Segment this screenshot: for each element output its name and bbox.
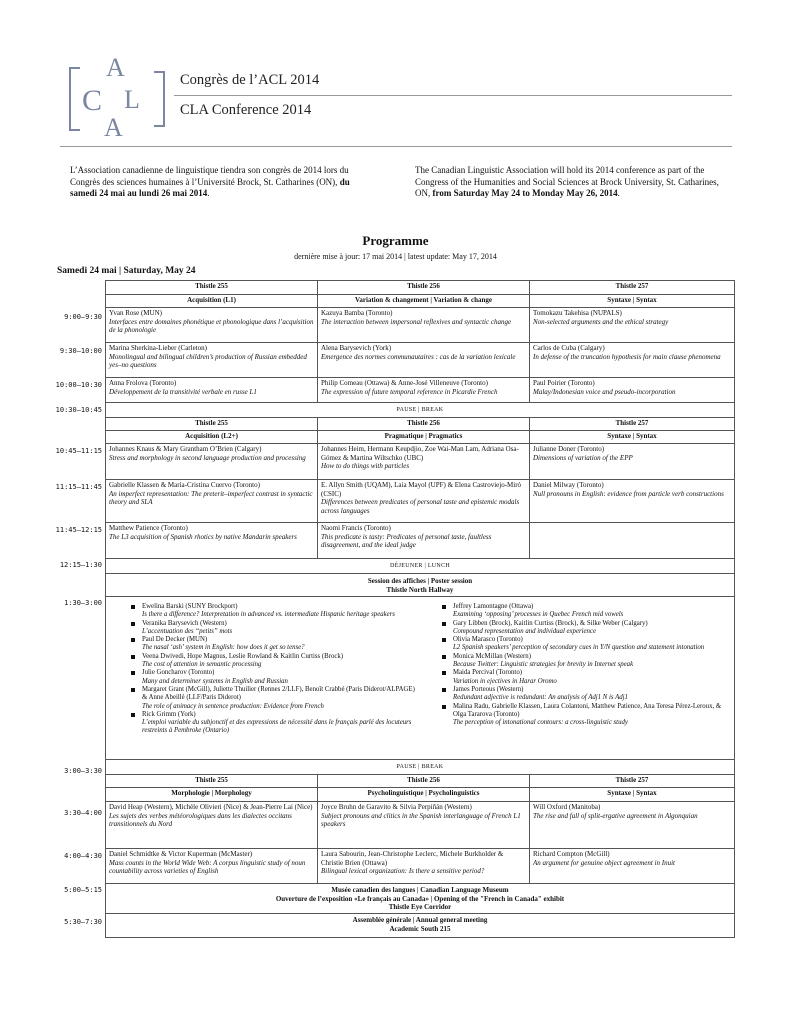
agm-cell	[106, 914, 734, 938]
talk-row	[106, 522, 734, 559]
talk-title: Mass counts in the World Wide Web: A corpus linguistic study of noun countability across varieties of English	[109, 858, 306, 876]
logo-letter-a-top: A	[106, 53, 125, 82]
talk-title: Malay/Indonesian voice and pseudo-incorporation	[533, 387, 676, 396]
talk-title: Bilingual lexical organization: Is there a sensitive period?	[321, 867, 485, 876]
museum-row	[106, 883, 734, 914]
talk-title: Développement de la transitivité verbale en russe L1	[109, 387, 257, 396]
talk-authors: Matthew Patience (Toronto)	[109, 524, 188, 532]
programme-update: dernière mise à jour: 17 mai 2014 | latest update: May 17, 2014	[294, 252, 497, 261]
talk-title: An imperfect representation: The preterit–imperfect contrast in syntactic theory and SLA	[109, 489, 313, 507]
session-header: Acquisition (L2+)	[106, 431, 318, 444]
poster-item: Rick Grimm (York) L’emploi variable du subjonctif et des expressions de nécessité dans le français parlé des locuteurs restreints à Pembroke (Ontario)	[131, 711, 421, 736]
talk-authors: Julianne Doner (Toronto)	[533, 445, 605, 453]
time-label: 11:15–11:45	[55, 483, 102, 491]
talk-authors: Richard Compton (McGill)	[533, 850, 610, 858]
session-header: Psycholinguistique | Psycholinguistics	[318, 788, 530, 802]
talk-cell	[318, 308, 530, 343]
museum-title: Musée canadien des langues | Canadian Language Museum	[331, 886, 509, 894]
intro-french: L’Association canadienne de linguistique tiendra son congrès de 2014 lors du Congrès des sciences humaines à l’Université Brock, St. Catharines (ON), du samedi 24 mai au lundi 26 mai 2014.	[70, 165, 350, 198]
poster-list-right	[442, 603, 732, 727]
poster-item: Margaret Grant (McGill), Juliette Thuilier (Rennes 2/LLF), Benoît Crabbé (Paris Diderot/ALPAGE) & Anne Abeillé (LLF/Paris Diderot) The role of animacy in sentence production: Evidence from French	[131, 686, 421, 711]
time-label: 12:15–1:30	[59, 561, 102, 569]
time-label: 10:45–11:15	[55, 447, 102, 455]
talk-authors: Joyce Bruhn de Garavito & Silvia Perpiñán (Western)	[321, 803, 472, 811]
poster-item: Jeffrey Lamontagne (Ottawa) Examining ‘opposing’ processes in Quebec French mid vowels	[442, 603, 732, 620]
break-label: PAUSE | BREAK	[396, 764, 444, 770]
header-title-en: CLA Conference 2014	[180, 102, 312, 118]
time-label: 1:30–3:00	[64, 599, 102, 607]
talk-title: The L3 acquisition of Spanish rhotics by native Mandarin speakers	[109, 532, 297, 541]
talk-cell	[318, 849, 530, 884]
talk-authors: David Heap (Western), Michèle Olivieri (Nice) & Jean-Pierre Lai (Nice)	[109, 803, 313, 811]
talk-title: Monolingual and bilingual children’s production of Russian embedded yes–no questions	[109, 352, 307, 370]
poster-item: Veranika Barysevich (Western) L’accentuation des “petits” mots	[131, 620, 421, 637]
lunch-label: DÉJEUNER | LUNCH	[390, 563, 450, 569]
talk-cell	[318, 343, 530, 378]
talk-authors: Will Oxford (Manitoba)	[533, 803, 601, 811]
intro-english-dates: from Saturday May 24 to Monday May 26, 2014	[432, 188, 618, 198]
museum-location: Thistle Eye Corridor	[388, 903, 452, 912]
header-bottom-divider	[60, 146, 732, 147]
session-header: Pragmatique | Pragmatics	[318, 431, 530, 444]
time-label: 3:30–4:00	[64, 809, 102, 817]
talk-cell	[318, 802, 530, 849]
talk-row	[106, 342, 734, 378]
poster-item: Gary Libben (Brock), Kaitlin Curtiss (Brock), & Silke Weber (Calgary) Compound representation and individual experience	[442, 620, 732, 637]
lunch-row	[106, 558, 734, 574]
break-row	[106, 402, 734, 418]
time-label: 4:00–4:30	[64, 852, 102, 860]
talk-authors: Marina Sherkina-Lieber (Carleton)	[109, 344, 207, 352]
talk-row	[106, 801, 734, 849]
poster-item: James Porteous (Western) Redundant adjective is redundant: An analysis of Adj1 N is Adj1	[442, 686, 732, 703]
talk-cell	[318, 523, 530, 559]
talk-cell	[530, 378, 734, 403]
poster-location: Thistle North Hallway	[386, 585, 454, 594]
talk-cell	[106, 444, 318, 480]
agm-row	[106, 913, 734, 938]
poster-heading: Session des affiches | Poster session	[367, 577, 473, 585]
room-header-row	[106, 774, 734, 788]
poster-item: Paul De Decker (MUN) The nasal ‘ash’ system in English: how does it get so tense?	[131, 636, 421, 653]
poster-item: Julie Goncharov (Toronto) Many and determiner systems in English and Russian	[131, 669, 421, 686]
time-label: 10:00–10:30	[55, 381, 102, 389]
session-header: Syntaxe | Syntax	[607, 432, 657, 440]
talk-authors: Carlos de Cuba (Calgary)	[533, 344, 605, 352]
header-divider	[174, 95, 732, 96]
agm-location: Academic South 215	[389, 924, 451, 933]
museum-exhibit: Ouverture de l’exposition «Le français au Canada» | Opening of the "French in Canada" exhibit	[275, 894, 565, 903]
time-label: 5:30–7:30	[64, 918, 102, 926]
talk-row	[106, 377, 734, 403]
poster-row	[106, 573, 734, 760]
agm-title: Assemblée générale | Annual general meeting	[352, 916, 488, 924]
talk-authors: Yvan Rose (MUN)	[109, 309, 162, 317]
poster-item: Maida Percival (Toronto) Variation in ejectives in Harar Oromo	[442, 669, 732, 686]
talk-cell	[106, 802, 318, 849]
talk-title: Null pronouns in English: evidence from particle verb constructions	[533, 489, 724, 498]
talk-title: Emergence des normes communautaires : cas de la variation lexicale	[321, 352, 516, 361]
intro-english: The Canadian Linguistic Association will hold its 2014 conference as part of the Congress of the Humanities and Social Sciences at Brock University, St. Catharines, ON, from Saturday May 24 to Monday May 26, 2014.	[415, 165, 719, 198]
talk-authors: Daniel Milway (Toronto)	[533, 481, 604, 489]
poster-list-left	[131, 603, 421, 736]
talk-authors: Johannes Knaus & Mary Grantham O’Brien (Calgary)	[109, 445, 262, 453]
time-label: 10:30–10:45	[55, 406, 102, 414]
talk-cell	[106, 308, 318, 343]
talk-authors: Kazuya Bamba (Toronto)	[321, 309, 393, 317]
talk-title: In defense of the truncation hypothesis for main clause phenomena	[533, 352, 721, 361]
talk-cell	[106, 378, 318, 403]
day-heading: Samedi 24 mai | Saturday, May 24	[57, 266, 196, 276]
poster-item: Veena Dwivedi, Hope Magnus, Leslie Rowland & Kaitlin Curtiss (Brock) The cost of attention in semantic processing	[131, 653, 421, 670]
session-header-row	[106, 787, 734, 802]
room-header: Thistle 257	[615, 282, 649, 290]
museum-cell	[106, 884, 734, 914]
talk-cell	[106, 343, 318, 378]
talk-title: Non-selected arguments and the ethical strategy	[533, 317, 669, 326]
room-header: Thistle 255	[106, 281, 318, 294]
talk-title: Dimensions of variation of the EPP	[533, 453, 633, 462]
poster-item: Malina Radu, Gabrielle Klassen, Laura Colantoni, Matthew Patience, Ana Teresa Pérez-Leroux, & Olga Tararova (Toronto) The perception of intonational contours: a cross-linguistic study	[442, 703, 732, 728]
talk-authors: Tomokazu Takehisa (NUPALS)	[533, 309, 622, 317]
talk-cell-empty	[530, 523, 734, 559]
talk-title: The expression of future temporal reference in Picardie French	[321, 387, 498, 396]
room-header: Thistle 257	[615, 776, 649, 784]
session-header: Syntaxe | Syntax	[607, 789, 657, 797]
talk-cell	[106, 523, 318, 559]
talk-cell	[318, 378, 530, 403]
break-row	[106, 759, 734, 775]
talk-authors: Naomi Francis (Toronto)	[321, 524, 391, 532]
session-header: Acquisition (L1)	[106, 295, 318, 308]
talk-cell	[318, 480, 530, 523]
poster-divider	[106, 596, 734, 597]
time-label: 5:00–5:15	[64, 886, 102, 894]
talk-authors: Laura Sabourin, Jean-Christophe Leclerc, Michele Burkholder & Christie Brien (Ottawa)	[321, 850, 504, 867]
talk-cell	[530, 444, 734, 480]
room-header: Thistle 256	[318, 281, 530, 294]
poster-header	[106, 574, 734, 596]
session-header: Variation & changement | Variation & change	[318, 295, 530, 308]
talk-authors: Gabrielle Klassen & María-Cristina Cuervo (Toronto)	[109, 481, 260, 489]
programme-title: Programme	[362, 233, 429, 248]
talk-authors: Alena Barysevich (York)	[321, 344, 392, 352]
session-header-row	[106, 294, 734, 308]
room-header: Thistle 256	[318, 775, 530, 788]
talk-cell	[530, 480, 734, 523]
talk-authors: Johannes Heim, Hermann Keupdjio, Zoe Wai-Man Lam, Adriana Osa-Gómez & Martina Wiltschko (UBC)	[321, 445, 519, 462]
talk-title: How to do things with particles	[321, 462, 410, 471]
room-header: Thistle 255	[106, 418, 318, 431]
talk-title: The interaction between impersonal reflexives and syntactic change	[321, 317, 512, 326]
intro-english-text: The Canadian Linguistic Association will hold its 2014 conference as part of the Congress of the Humanities and Social Sciences at Brock University, St. Catharines, ON,	[415, 165, 719, 198]
talk-authors: Philip Comeau (Ottawa) & Anne-José Villeneuve (Toronto)	[321, 379, 488, 387]
talk-title: Les sujets des verbes météorologiques dans les dialectes occitans transitionnels du Nord	[109, 811, 292, 829]
talk-cell	[530, 849, 734, 884]
talk-title: Differences between predicates of personal taste and epistemic modals across languages	[321, 498, 520, 516]
logo-letter-a-bottom: A	[104, 113, 123, 140]
talk-row	[106, 479, 734, 523]
room-header-row	[106, 281, 734, 294]
poster-item: Olivia Marasco (Toronto) L2 Spanish speakers’ perception of secondary cues in Y/N question and statement intonation	[442, 636, 732, 653]
talk-cell	[530, 343, 734, 378]
talk-row	[106, 307, 734, 343]
room-header: Thistle 257	[615, 419, 649, 427]
break-label: PAUSE | BREAK	[396, 407, 444, 413]
talk-title: Interfaces entre domaines phonétique et phonologique dans l’acquisition de la phonologie	[109, 317, 314, 335]
talk-title: The rise and fall of split-ergative agreement in Algonquian	[533, 811, 698, 820]
talk-title: An argument for genuine object agreement in Inuit	[533, 858, 675, 867]
intro-french-text: L’Association canadienne de linguistique tiendra son congrès de 2014 lors du Congrès des sciences humaines à l’Université Brock, St. Catharines (ON),	[70, 165, 349, 187]
talk-cell	[106, 480, 318, 523]
schedule-table	[105, 280, 735, 938]
time-label: 9:30–10:00	[59, 347, 102, 355]
intro-french-dates: du samedi 24 mai au lundi 26 mai 2014	[70, 176, 350, 198]
talk-authors: Paul Poirier (Toronto)	[533, 379, 595, 387]
poster-item: Monica McMillan (Western) Because Twitter: Linguistic strategies for brevity in Internet speak	[442, 653, 732, 670]
talk-cell	[106, 849, 318, 884]
logo-letter-l: L	[124, 85, 140, 114]
talk-row	[106, 848, 734, 884]
talk-row	[106, 443, 734, 480]
talk-cell	[318, 444, 530, 480]
talk-cell	[530, 802, 734, 849]
talk-title: Stress and morphology in second language production and processing	[109, 453, 306, 462]
talk-title: This predicate is tasty: Predicates of personal taste, faultless disagreement, and the ideal judge	[321, 532, 492, 550]
poster-item: Ewelina Barski (SUNY Brockport) Is there a difference? Interpretation in advanced vs. intermediate Hispanic heritage speakers	[131, 603, 421, 620]
talk-title: Subject pronouns and clitics in the Spanish interlanguage of French L1 speakers	[321, 811, 521, 829]
time-label: 3:00–3:30	[64, 767, 102, 775]
session-header-row	[106, 430, 734, 444]
session-header: Syntaxe | Syntax	[607, 296, 657, 304]
room-header-row	[106, 417, 734, 431]
time-label: 11:45–12:15	[55, 526, 102, 534]
talk-authors: E. Allyn Smith (UQAM), Laia Mayol (UPF) & Elena Castroviejo-Miró (CSIC)	[321, 481, 522, 498]
time-label: 9:00–9:30	[64, 313, 102, 321]
talk-cell	[530, 308, 734, 343]
room-header: Thistle 255	[106, 775, 318, 788]
room-header: Thistle 256	[318, 418, 530, 431]
cla-logo	[62, 48, 172, 140]
talk-authors: Daniel Schmidtke & Victor Kuperman (McMaster)	[109, 850, 253, 858]
header-title-fr: Congrès de l’ACL 2014	[180, 72, 320, 88]
session-header: Morphologie | Morphology	[106, 788, 318, 802]
talk-authors: Anna Frolova (Toronto)	[109, 379, 177, 387]
logo-letter-c: C	[82, 84, 103, 117]
